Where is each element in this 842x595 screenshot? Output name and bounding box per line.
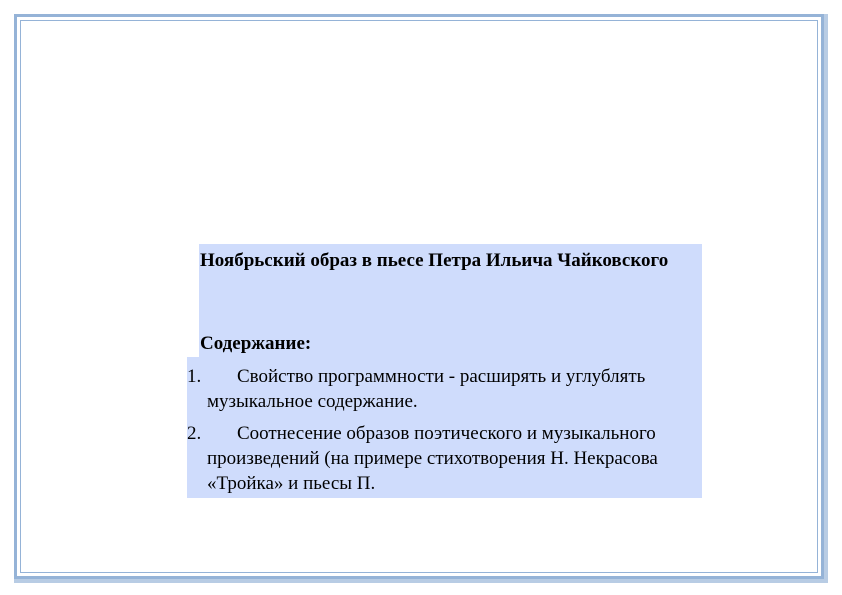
frame-shadow-bottom: [14, 579, 828, 583]
list-item-text: Свойство программности - расширять и углублять музыкальное содержание.: [207, 366, 646, 412]
list-item-text: Соотнесение образов поэтического и музыкального произведений (на примере стихотворения Н. Некрасова «Тройка» и пьесы П.: [207, 423, 658, 494]
list-item-number: 2.: [187, 423, 202, 444]
contents-list: [187, 364, 697, 503]
list-item[interactable]: [187, 421, 697, 496]
frame-shadow-right: [824, 14, 828, 583]
list-item-number: 1.: [187, 366, 202, 387]
list-item[interactable]: [187, 364, 697, 414]
slide-title[interactable]: Ноябрьский образ в пьесе Петра Ильича Чайковского: [200, 250, 669, 271]
contents-label[interactable]: Содержание:: [200, 333, 312, 354]
